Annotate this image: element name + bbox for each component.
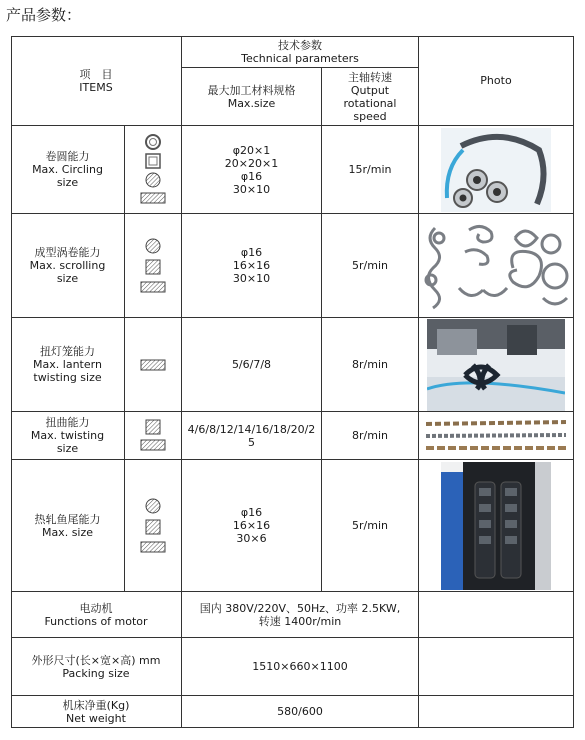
size-value: 5/6/7/8	[231, 358, 272, 371]
row-label-cn: 扭灯笼能力	[40, 345, 95, 358]
parameters-table	[11, 36, 574, 728]
row-label-en: Max. scrolling size	[29, 259, 106, 285]
row-scrolling-speed	[322, 214, 419, 318]
row-fishtail-size	[182, 460, 322, 592]
row-lantern-photo-cell	[419, 318, 574, 412]
round-bar-icon	[142, 172, 164, 188]
round-bar-icon	[142, 498, 164, 514]
items-header	[11, 36, 182, 126]
size-value: 16×16	[232, 259, 271, 272]
size-value: 16×16	[232, 519, 271, 532]
motor-label	[11, 592, 182, 638]
size-value: 5	[248, 435, 255, 449]
photo-header	[419, 36, 574, 126]
row-label-cn: 热轧鱼尾能力	[34, 512, 101, 526]
row-scrolling-icons	[125, 214, 182, 318]
size-value: φ20×1	[232, 143, 271, 157]
square-bar-icon	[142, 519, 164, 535]
row-scrolling-photo-cell	[419, 214, 574, 318]
speed-cn: 主轴转速	[348, 70, 392, 84]
flat-bar-icon	[140, 191, 166, 205]
row-fishtail-label	[11, 460, 125, 592]
row-fishtail-icons	[125, 460, 182, 592]
tech-params-en: Technical parameters	[241, 51, 359, 65]
lantern-twist-photo	[427, 319, 565, 411]
row-label-cn: 成型涡卷能力	[34, 246, 101, 259]
row-scrolling-label	[11, 214, 125, 318]
row-twisting-label	[11, 412, 125, 460]
row-circling-icons	[125, 126, 182, 214]
maxsize-en: Max.size	[227, 96, 276, 110]
packing-value-text: 1510×660×1100	[252, 660, 348, 673]
row-twisting-photo-cell	[419, 412, 574, 460]
row-twisting-size	[182, 412, 322, 460]
packing-label	[11, 638, 182, 696]
square-bar-icon	[142, 259, 164, 275]
maxsize-header	[182, 68, 322, 126]
flat-bar-icon	[140, 438, 166, 452]
speed-value: 8r/min	[352, 358, 388, 371]
motor-value	[182, 592, 419, 638]
flat-bar-icon	[140, 540, 166, 554]
row-twisting-speed	[322, 412, 419, 460]
speed-value: 5r/min	[352, 259, 388, 272]
round-bar-icon	[142, 238, 164, 254]
motor-value-line2: 转速 1400r/min	[258, 614, 342, 628]
speed-value: 8r/min	[352, 429, 388, 442]
fishtail-machine-photo	[441, 462, 551, 590]
square-tube-icon	[142, 153, 164, 169]
photo-label: Photo	[480, 74, 512, 87]
row-circling-size	[182, 126, 322, 214]
page-heading: 产品参数：	[6, 6, 82, 24]
size-value: 20×20×1	[224, 156, 279, 170]
square-bar-icon	[142, 419, 164, 435]
row-twisting-icons	[125, 412, 182, 460]
row-circling-speed	[322, 126, 419, 214]
speed-en: Qutput rotational speed	[343, 83, 397, 123]
row-lantern-size	[182, 318, 322, 412]
row-label-en: Max. Circling size	[32, 163, 103, 189]
flat-bar-icon	[140, 280, 166, 294]
row-lantern-icons	[125, 318, 182, 412]
items-header-cn: 项 目	[79, 67, 113, 81]
twisted-bars-photo	[426, 416, 566, 456]
row-label-en: Max. twisting size	[30, 429, 105, 455]
packing-label-cn: 外形尺寸(长×宽×高) mm	[31, 653, 161, 667]
row-circling-label	[11, 126, 125, 214]
scroll-samples-photo	[421, 218, 571, 314]
row-lantern-speed	[322, 318, 419, 412]
speed-header	[322, 68, 419, 126]
row-label-cn: 扭曲能力	[45, 416, 90, 429]
size-value: 30×6	[236, 532, 267, 545]
circling-rollers-photo	[441, 128, 551, 212]
row-fishtail-photo-cell	[419, 460, 574, 592]
pipe-icon	[142, 134, 164, 150]
speed-value: 15r/min	[348, 163, 392, 176]
packing-photo-empty	[419, 638, 574, 696]
weight-label-en: Net weight	[66, 711, 126, 725]
size-value: φ16	[240, 169, 263, 183]
row-circling-photo-cell	[419, 126, 574, 214]
row-label-cn: 卷圆能力	[45, 150, 90, 163]
motor-label-cn: 电动机	[79, 601, 113, 615]
flat-bar-icon	[140, 358, 166, 372]
size-value: 30×10	[232, 272, 271, 285]
tech-params-cn: 技术参数	[278, 38, 322, 52]
weight-value-text: 580/600	[277, 705, 323, 718]
row-lantern-label	[11, 318, 125, 412]
row-label-en: Max. lantern twisting size	[33, 358, 102, 384]
size-value: φ16	[240, 246, 263, 259]
size-value: 4/6/8/12/14/16/18/20/2	[187, 422, 316, 436]
weight-photo-empty	[419, 696, 574, 728]
row-scrolling-size	[182, 214, 322, 318]
row-label-en: Max. size	[41, 525, 94, 539]
weight-label	[11, 696, 182, 728]
items-header-en: ITEMS	[79, 80, 113, 94]
motor-value-line1: 国内 380V/220V、50Hz、功率 2.5KW,	[199, 601, 401, 615]
tech-params-header	[182, 36, 419, 68]
maxsize-cn: 最大加工材料规格	[207, 83, 296, 97]
weight-value	[182, 696, 419, 728]
motor-photo-empty	[419, 592, 574, 638]
size-value: 30×10	[232, 182, 271, 196]
speed-value: 5r/min	[352, 519, 388, 532]
motor-label-en: Functions of motor	[44, 614, 148, 628]
weight-label-cn: 机床净重(Kg)	[62, 698, 130, 712]
packing-label-en: Packing size	[62, 666, 130, 680]
row-fishtail-speed	[322, 460, 419, 592]
packing-value	[182, 638, 419, 696]
size-value: φ16	[240, 506, 263, 519]
